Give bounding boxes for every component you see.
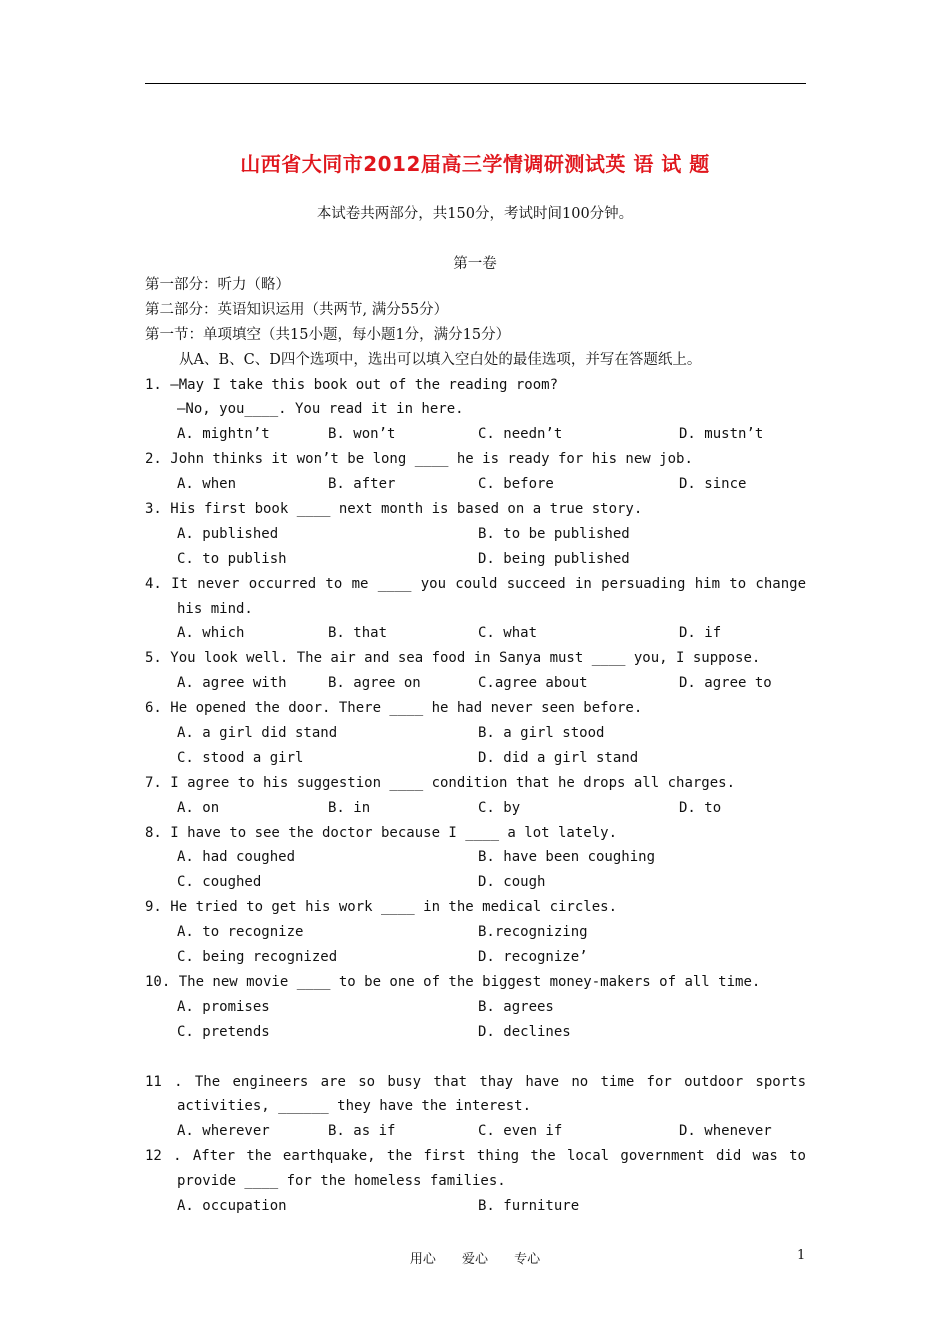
option: B. won’t <box>328 426 396 443</box>
question-stem: 6. He opened the door. There ____ he had never seen before. <box>145 700 643 717</box>
option-row <box>145 1020 806 1045</box>
option: D. being published <box>478 550 630 567</box>
option: D. since <box>679 476 747 493</box>
option-row <box>145 845 806 870</box>
option: D. did a girl stand <box>478 749 639 766</box>
option-row <box>145 796 806 821</box>
option: C. stood a girl <box>177 749 304 766</box>
page-number: 1 <box>797 1248 806 1263</box>
header-rule <box>145 83 806 84</box>
question-stem: —No, you____. You read it in here. <box>177 401 464 418</box>
option: B. furniture <box>478 1197 580 1214</box>
question-stem: 10. The new movie ____ to be one of the biggest money-makers of all time. <box>145 973 761 990</box>
question-stem: activities, ______ they have the interest. <box>177 1098 532 1115</box>
question-stem: 5. You look well. The air and sea food in Sanya must ____ you, I suppose. <box>145 650 761 667</box>
question-stem: 1. —May I take this book out of the reading room? <box>145 376 559 393</box>
option: B. to be published <box>478 525 630 542</box>
question-stem: 11 . The engineers are so busy that thay have no time for outdoor sports <box>145 1073 806 1090</box>
question-stem: his mind. <box>177 600 253 617</box>
option: A. a girl did stand <box>177 725 338 742</box>
option: D. whenever <box>679 1123 772 1140</box>
option: B. after <box>328 476 396 493</box>
option-row <box>145 920 806 945</box>
option: D. cough <box>478 874 546 891</box>
option: A. promises <box>177 998 270 1015</box>
volume-heading: 第一卷 <box>453 256 497 272</box>
option: D. recognize’ <box>478 949 588 966</box>
option-row <box>145 746 806 771</box>
option-row <box>145 547 806 572</box>
option: A. which <box>177 625 245 642</box>
option: A. when <box>177 476 237 493</box>
option-row <box>145 1194 806 1219</box>
page-title: 山西省大同市2012届高三学情调研测试英 语 试 题 <box>240 152 710 176</box>
option: C.agree about <box>478 675 588 692</box>
option: D. agree to <box>679 675 772 692</box>
part1-heading: 第一部分：听力（略） <box>145 277 290 293</box>
option: C. before <box>478 476 554 493</box>
option: A. occupation <box>177 1197 287 1214</box>
option-row <box>145 1119 806 1144</box>
option-row <box>145 870 806 895</box>
part2-heading: 第二部分：英语知识运用（共两节, 满分55分） <box>145 301 449 318</box>
question-stem: 7. I agree to his suggestion ____ condition that he drops all charges. <box>145 774 736 791</box>
exam-info: 本试卷共两部分，共150分，考试时间100分钟。 <box>316 206 634 222</box>
option-row <box>145 721 806 746</box>
spacer <box>145 1045 806 1070</box>
option: D. to <box>679 799 722 816</box>
option: B. a girl stood <box>478 725 605 742</box>
option: D. if <box>679 625 722 642</box>
question-stem: 2. John thinks it won’t be long ____ he is ready for his new job. <box>145 451 693 468</box>
option: C. pretends <box>177 1023 270 1040</box>
option-row <box>145 995 806 1020</box>
option-row <box>145 621 806 646</box>
option: B. agree on <box>328 675 421 692</box>
question-stem: 4. It never occurred to me ____ you could succeed in persuading him to change <box>145 575 806 592</box>
option: B.recognizing <box>478 924 588 941</box>
option-row <box>145 422 806 447</box>
option-row <box>145 472 806 497</box>
question-stem: 8. I have to see the doctor because I ____ a lot lately. <box>145 824 618 841</box>
option: A. had coughed <box>177 849 296 866</box>
option: B. as if <box>328 1123 396 1140</box>
page-footer: 用心 爱心 专心 <box>409 1252 541 1267</box>
option: B. have been coughing <box>478 849 656 866</box>
option: B. in <box>328 799 371 816</box>
option: B. that <box>328 625 388 642</box>
option: C. needn’t <box>478 426 563 443</box>
option: C. by <box>478 799 521 816</box>
option: C. even if <box>478 1123 563 1140</box>
option: C. coughed <box>177 874 262 891</box>
option: A. mightn’t <box>177 426 270 443</box>
option: B. agrees <box>478 998 554 1015</box>
exam-content <box>145 273 806 1219</box>
instruction: 从A、B、C、D四个选项中，选出可以填入空白处的最佳选项，并写在答题纸上。 <box>179 351 702 368</box>
option: A. on <box>177 799 220 816</box>
option: C. to publish <box>177 550 287 567</box>
section1-heading: 第一节：单项填空（共15小题，每小题1分，满分15分） <box>145 326 511 343</box>
option-row <box>145 945 806 970</box>
option-row <box>145 671 806 696</box>
option: C. being recognized <box>177 949 338 966</box>
option: A. wherever <box>177 1123 270 1140</box>
option: A. published <box>177 525 279 542</box>
option: D. mustn’t <box>679 426 764 443</box>
question-stem: 9. He tried to get his work ____ in the medical circles. <box>145 899 618 916</box>
option: D. declines <box>478 1023 571 1040</box>
question-stem: 3. His first book ____ next month is based on a true story. <box>145 501 643 518</box>
option: A. agree with <box>177 675 287 692</box>
question-stem: 12 . After the earthquake, the first thing the local government did was to <box>145 1148 806 1165</box>
option-row <box>145 522 806 547</box>
option: A. to recognize <box>177 924 304 941</box>
option: C. what <box>478 625 538 642</box>
question-stem: provide ____ for the homeless families. <box>177 1173 506 1190</box>
